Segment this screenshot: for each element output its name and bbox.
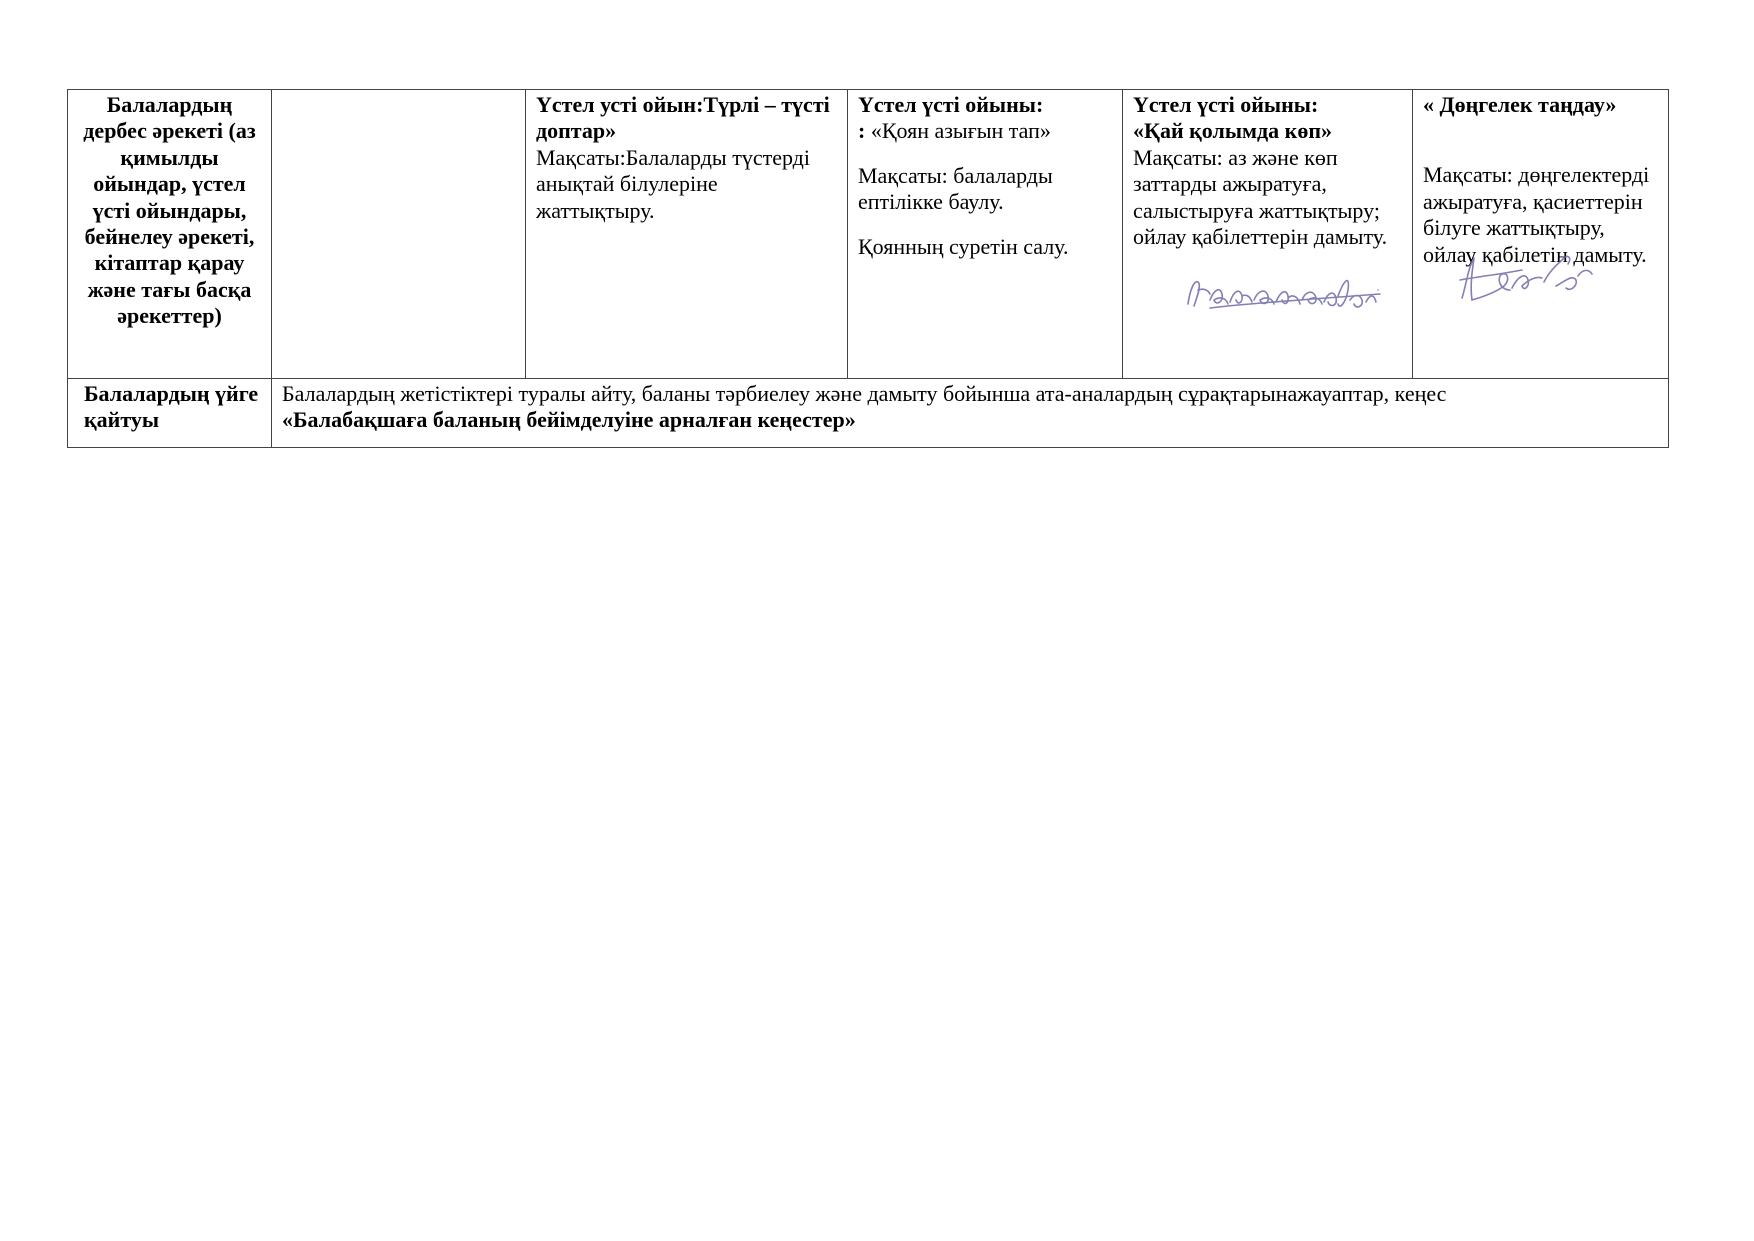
return-home-advice: «Балабақшаға баланың бейімделуіне арналған кеңестер» (282, 407, 856, 433)
game-cell-circle-choice (1413, 90, 1669, 379)
return-home-cell (272, 379, 1669, 448)
table-row-independent-activity (68, 90, 1669, 379)
game-cell-colored-balls (526, 90, 848, 379)
game-title: « Дөңгелек таңдау» (1423, 92, 1617, 117)
game-extra: Қоянның суретін салу. (858, 233, 1069, 259)
schedule-table (67, 89, 1669, 448)
game-goal: Мақсаты:Балаларды түстерді анықтай білулеріне жаттықтыру. (536, 144, 810, 223)
row-label-return-home: Балалардың үйге қайтуы (68, 379, 272, 448)
game-title: Үстел усті ойын:Түрлі – түсті доптар» (536, 92, 830, 144)
game-title: Үстел үсті ойыны: (858, 92, 1044, 117)
game-subtitle: «Қай қолымда көп» (1133, 118, 1332, 144)
game-subtitle: «Қоян азығын тап» (865, 118, 1051, 144)
empty-cell (272, 90, 526, 379)
table-row-return-home (68, 379, 1669, 448)
return-home-text: Балалардың жетістіктері туралы айту, баланы тәрбиелеу және дамыту бойынша ата-аналардың сұрақтарынажауаптар, кеңес (282, 381, 1447, 406)
game-goal: Мақсаты: дөңгелектерді ажыратуға, қасиеттерін білуге жаттықтыру, ойлау қабілетін дамыту. (1423, 162, 1650, 267)
game-goal: Мақсаты: балаларды ептілікке баулу. (858, 162, 1053, 215)
game-subtitle-line (858, 118, 1112, 144)
game-subtitle-prefix: : (858, 118, 866, 144)
row-label-independent-activity: Балалардың дербес әрекеті (аз қимылды ойындар, үстел үсті ойындары, бейнелеу әрекеті, кітаптар қарау және тағы басқа әрекеттер) (68, 90, 272, 379)
game-cell-which-hand (1123, 90, 1413, 379)
game-title: Үстел үсті ойыны: (1133, 92, 1319, 117)
game-goal: Мақсаты: аз және көп заттарды ажыратуға, салыстыруға жаттықтыру; ойлау қабілеттерін дамыту. (1133, 144, 1388, 249)
game-cell-rabbit-food (848, 90, 1123, 379)
